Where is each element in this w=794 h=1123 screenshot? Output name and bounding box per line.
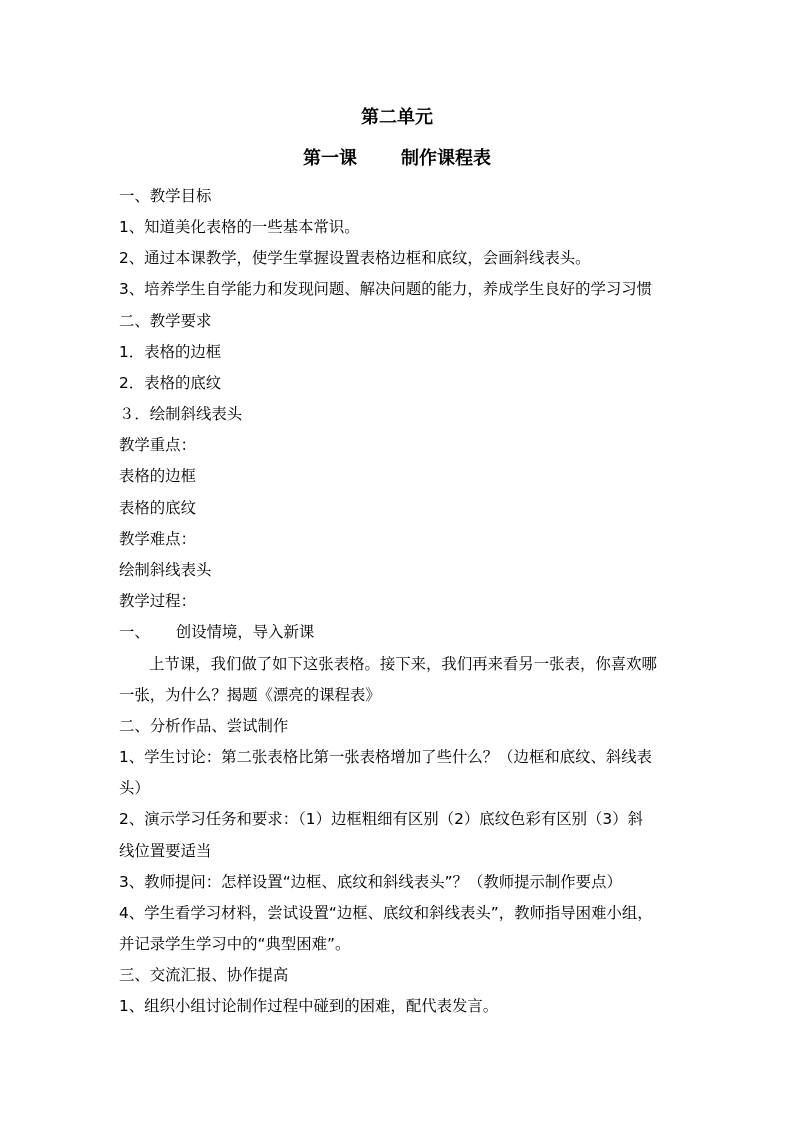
- section-two-line-1b: 头）: [119, 779, 150, 797]
- section-two-line-4a: 4、学生看学习材料，尝试设置“边框、底纹和斜线表头”，教师指导困难小组，: [119, 904, 653, 922]
- objective-line-2: 2、通过本课教学，使学生掌握设置表格边框和底纹，会画斜线表头。: [119, 249, 591, 267]
- section-one-heading: [119, 622, 314, 642]
- section-two-heading: 二、分析作品、尝试制作: [119, 717, 289, 735]
- unit-title: 第二单元: [361, 107, 433, 128]
- lesson-title: [0, 147, 794, 171]
- section-heading-objectives: 一、教学目标: [119, 187, 212, 205]
- section-one-text: 创设情境，导入新课: [175, 623, 315, 641]
- objective-line-3: 3、培养学生自学能力和发现问题、解决问题的能力，养成学生良好的学习习惯: [119, 280, 653, 298]
- paragraph-line-1: 上节课，我们做了如下这张表格。接下来，我们再来看另一张表，你喜欢哪: [149, 655, 657, 673]
- section-two-line-2a: 2、演示学习任务和要求：（1）边框粗细有区别（2）底纹色彩有区别（3）斜: [119, 810, 643, 828]
- objective-line-1: 1、知道美化表格的一些基本常识。: [119, 218, 360, 236]
- section-two-line-2b: 线位置要适当: [119, 842, 212, 860]
- key-point-line-2: 表格的底纹: [119, 499, 196, 517]
- section-one-marker: 一、: [119, 623, 150, 641]
- lesson-number: 第一课: [303, 148, 357, 169]
- process-heading: 教学过程：: [119, 592, 196, 610]
- section-three-heading: 三、交流汇报、协作提高: [119, 966, 289, 984]
- requirement-line-1: 1．表格的边框: [119, 343, 222, 361]
- section-three-line-1: 1、组织小组讨论制作过程中碰到的困难，配代表发言。: [119, 997, 499, 1015]
- section-two-line-4b: 并记录学生学习中的“典型困难”。: [119, 935, 351, 953]
- lesson-name: 制作课程表: [401, 148, 491, 169]
- section-heading-requirements: 二、教学要求: [119, 312, 212, 330]
- requirement-line-2: 2．表格的底纹: [119, 374, 222, 392]
- difficulty-line-1: 绘制斜线表头: [119, 561, 212, 579]
- difficulty-heading: 教学难点：: [119, 530, 196, 548]
- section-two-line-3: 3、教师提问：怎样设置“边框、底纹和斜线表头”？（教师提示制作要点）: [119, 873, 622, 891]
- key-points-heading: 教学重点：: [119, 436, 196, 454]
- paragraph-line-2: 一张，为什么？揭题《漂亮的课程表》: [119, 686, 381, 704]
- key-point-line-1: 表格的边框: [119, 467, 196, 485]
- requirement-line-3: ３．绘制斜线表头: [119, 405, 243, 423]
- section-two-line-1a: 1、学生讨论：第二张表格比第一张表格增加了些什么？（边框和底纹、斜线表: [119, 748, 653, 766]
